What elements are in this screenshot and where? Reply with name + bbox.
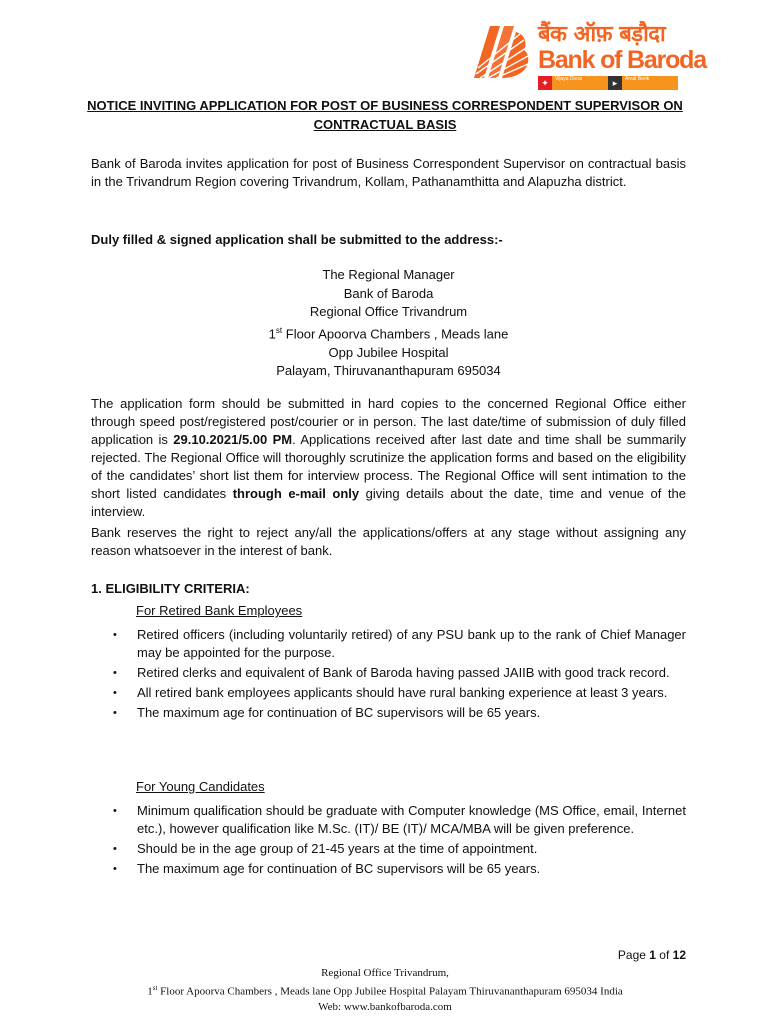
bullet-icon: •	[113, 667, 117, 679]
vijaya-logo-icon: ✦	[538, 76, 552, 90]
notice-title	[60, 96, 710, 134]
footer-web: Web: www.bankofbaroda.com	[318, 1000, 452, 1013]
page-prefix: Page	[617, 948, 650, 962]
list-item-text: Retired officers (including voluntarily retired) of any PSU bank up to the rank of Chief Manager may be appointed for the purpose.	[137, 627, 686, 660]
address-line: Bank of Baroda	[343, 285, 434, 301]
address-heading: Duly filled & signed application shall be submitted to the address:-	[91, 232, 503, 247]
address-floor-num: 1	[268, 326, 276, 342]
address-line: Regional Office Trivandrum	[309, 304, 468, 320]
section-title-text: ELIGIBILITY CRITERIA:	[105, 581, 250, 596]
page-footer	[0, 966, 770, 1015]
eligibility-title	[91, 581, 250, 596]
page-number	[618, 948, 686, 962]
bullet-icon: •	[113, 687, 117, 699]
address-line: Opp Jubilee Hospital	[328, 344, 449, 360]
bank-logo	[470, 16, 706, 92]
bullet-icon: •	[113, 629, 117, 641]
list-item-text: The maximum age for continuation of BC supervisors will be 65 years.	[137, 705, 541, 720]
list-item	[91, 840, 686, 858]
list-item-text: Retired clerks and equivalent of Bank of Baroda having passed JAIIB with good track record.	[137, 665, 670, 680]
baroda-sun-logo-icon	[470, 20, 532, 82]
logo-merger-strip	[538, 76, 678, 90]
footer-floor-sup: st	[152, 984, 158, 992]
intro-paragraph: Bank of Baroda invites application for post of Business Correspondent Supervisor on contractual basis in the Trivandrum Region covering Trivandrum, Kollam, Pathanamthitta and Alapuzha district.	[91, 156, 686, 189]
footer-floor-num: 1	[147, 985, 153, 998]
page-current: 1	[649, 948, 656, 962]
list-item-text: Should be in the age group of 21-45 years at the time of appointment.	[137, 841, 538, 856]
reserve-paragraph: Bank reserves the right to reject any/all the applications/offers at any stage without assigning any reason whatsoever in the interest of bank.	[91, 525, 686, 558]
retired-employees-heading: For Retired Bank Employees	[136, 603, 303, 618]
process-part1: The application form should be submitted in hard copies to the concerned Regional Office either through speed post/registered post/courier or in person. The last date/time of submission of duly filled application is	[91, 396, 686, 447]
strip-left-label: Vijaya Dena	[552, 76, 608, 90]
logo-hindi-text: बैंक ऑफ़ बड़ौदा	[538, 22, 666, 47]
address-block	[91, 266, 686, 381]
list-item	[91, 664, 686, 682]
process-paragraph	[91, 395, 686, 521]
footer-line2	[0, 981, 770, 1000]
section-number: 1.	[91, 581, 102, 596]
young-candidates-heading: For Young Candidates	[136, 779, 265, 794]
bullet-icon: •	[113, 707, 117, 719]
process-part3: giving details about the date, time and venue of the interview.	[91, 486, 686, 519]
notice-title-line2: CONTRACTUAL BASIS	[313, 117, 457, 132]
page-total: 12	[672, 948, 686, 962]
email-only-emphasis: through e-mail only	[232, 486, 360, 501]
address-floor-sup: st	[275, 325, 283, 335]
list-item-text: All retired bank employees applicants should have rural banking experience at least 3 years.	[137, 685, 668, 700]
dena-logo-icon: ▸	[608, 76, 622, 90]
list-item	[91, 704, 686, 722]
strip-right-label: Amal Bank	[622, 76, 678, 90]
bullet-icon: •	[113, 805, 117, 817]
logo-english-text: Bank of Baroda	[538, 46, 706, 74]
address-floor-rest: Floor Apoorva Chambers , Meads lane	[282, 326, 509, 342]
bullet-icon: •	[113, 843, 117, 855]
list-item	[91, 684, 686, 702]
list-item-text: Minimum qualification should be graduate with Computer knowledge (MS Office, email, Internet etc.), however qualification like M.Sc. (IT)/ BE (IT)/ MCA/MBA will be given preference.	[137, 803, 686, 836]
list-item	[91, 626, 686, 662]
page-of: of	[655, 948, 673, 962]
retired-criteria-list	[91, 626, 686, 722]
list-item-text: The maximum age for continuation of BC supervisors will be 65 years.	[137, 861, 541, 876]
address-line	[91, 322, 686, 344]
deadline: 29.10.2021/5.00 PM	[173, 432, 293, 447]
young-criteria-list	[91, 802, 686, 878]
list-item	[91, 860, 686, 878]
address-line: The Regional Manager	[322, 267, 455, 282]
list-item	[91, 802, 686, 838]
process-part2: . Applications received after last date and time shall be summarily rejected. The Regional Office will thoroughly scrutinize the application forms and based on the eligibility of the candidates’ short list them for interview process. The Regional Office will sent intimation to the short listed candidates	[91, 432, 686, 501]
footer-line1: Regional Office Trivandrum,	[321, 967, 449, 979]
footer-address-rest: Floor Apoorva Chambers , Meads lane Opp Jubilee Hospital Palayam Thiruvananthapuram 695034 India	[157, 985, 623, 998]
notice-title-line1: NOTICE INVITING APPLICATION FOR POST OF BUSINESS CORRESPONDENT SUPERVISOR ON	[87, 98, 683, 113]
address-line: Palayam, Thiruvananthapuram 695034	[276, 363, 501, 379]
bullet-icon: •	[113, 863, 117, 875]
